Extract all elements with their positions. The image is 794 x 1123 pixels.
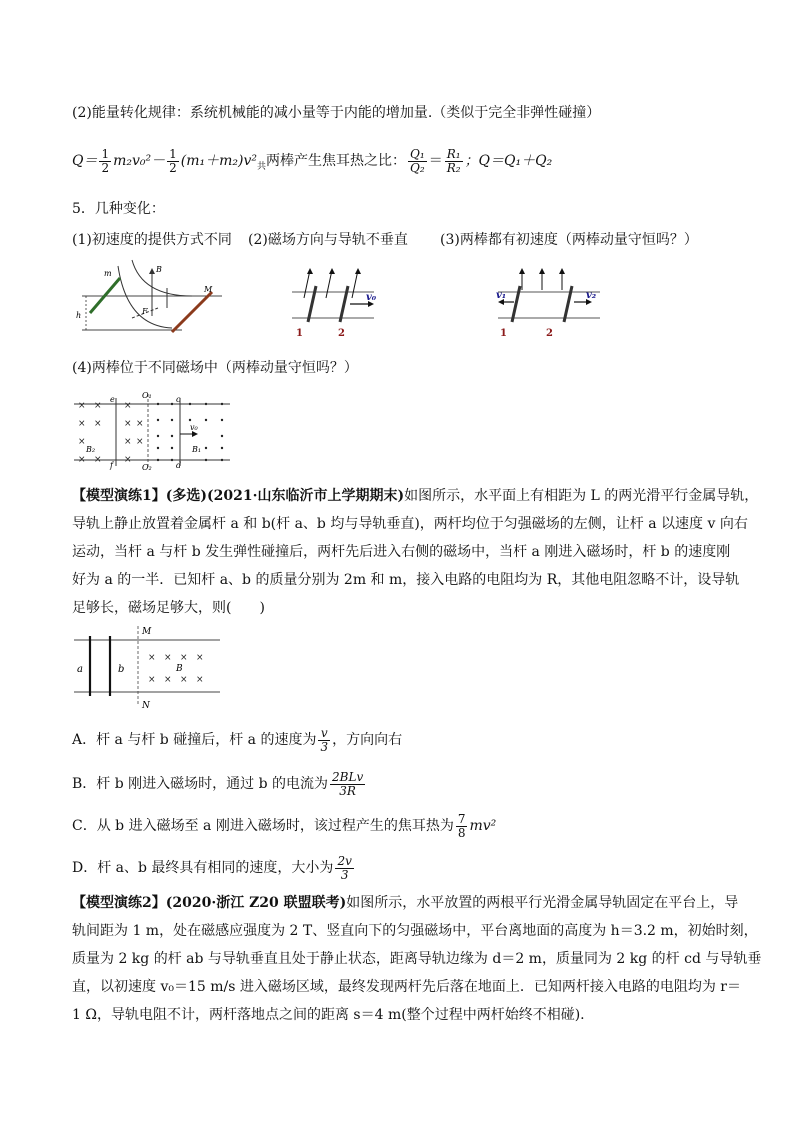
- variant-3: (3)两棒都有初速度（两棒动量守恒吗？）: [440, 232, 698, 248]
- fig5-N: N: [142, 701, 150, 711]
- fig3-v2: v₂: [586, 290, 597, 301]
- figure-exercise1: [72, 622, 222, 712]
- formula-sub-gong: 共: [257, 161, 267, 172]
- fig2-rod1: 1: [296, 328, 303, 339]
- fig2-v0: v₀: [366, 292, 377, 303]
- fig5-B: B: [176, 664, 183, 674]
- option-b-den: 3R: [339, 783, 356, 798]
- fig4-B1: B₁: [192, 445, 202, 454]
- svg-text:×: ×: [94, 401, 102, 411]
- fig1-h: h: [76, 311, 82, 320]
- fig4-f: f: [110, 461, 113, 470]
- fig4-O2: O₂: [142, 463, 152, 470]
- svg-text:×: ×: [124, 419, 132, 429]
- variants-heading: 5．几种变化：: [72, 201, 165, 217]
- option-d-num: 2v: [337, 853, 352, 868]
- option-d-den: 3: [340, 867, 349, 882]
- exercise1-line2: 导轨上静止放置着金属杆 a 和 b(杆 a、b 均与导轨垂直)，两杆均位于匀强磁场的左侧，让杆 a 以速度 v 向右: [72, 516, 748, 532]
- svg-text:×: ×: [148, 653, 156, 663]
- fig5-M: M: [142, 627, 152, 637]
- figure-curved-rail: [72, 258, 232, 338]
- fig3-rod2: 2: [546, 328, 553, 339]
- option-c: [72, 808, 496, 844]
- fig1-F: F: [142, 307, 148, 316]
- svg-text:×: ×: [78, 419, 86, 429]
- exercise2-tag: 【模型演练2】: [72, 895, 166, 911]
- formula-half-den-2: 2: [169, 160, 177, 175]
- variant-2: (2)磁场方向与导轨不垂直: [248, 232, 408, 248]
- option-b-num: 2BLv: [332, 769, 364, 784]
- fig3-v1: v₁: [496, 290, 507, 301]
- fig1-B: B: [156, 265, 162, 274]
- svg-text:×: ×: [136, 419, 144, 429]
- formula-half-num-2: 1: [169, 146, 177, 161]
- fig1-M: M: [204, 285, 213, 294]
- ratio-eq: ＝: [428, 153, 443, 169]
- formula-half-den: 2: [101, 160, 110, 175]
- variant-4: (4)两棒位于不同磁场中（两棒动量守恒吗？）: [72, 360, 358, 376]
- variant-1: (1)初速度的提供方式不同: [72, 232, 232, 248]
- fig4-O1: O₁: [142, 391, 152, 400]
- figure-two-velocities: [494, 262, 604, 342]
- svg-text:×: ×: [164, 675, 172, 685]
- ratio-r1: R₁: [446, 146, 461, 161]
- exercise1-line1: [72, 486, 758, 506]
- formula-half-frac: [99, 148, 111, 175]
- fig4-e: e: [110, 395, 115, 404]
- exercise2-text-1: 如图所示，水平放置的两根平行光滑金属导轨固定在平台上，导: [346, 895, 739, 911]
- ratio-q1: Q₁: [410, 146, 425, 161]
- fig4-v0: v₀: [190, 423, 198, 432]
- fig5-a: a: [77, 664, 83, 675]
- option-a-frac: [318, 727, 330, 754]
- fig4-c: c: [176, 395, 181, 404]
- exercise1-line5: 足够长，磁场足够大，则( ): [72, 600, 265, 616]
- svg-text:×: ×: [78, 437, 86, 447]
- fig3-rod1: 1: [500, 328, 507, 339]
- formula-half-frac-2: [167, 148, 179, 175]
- option-d-text: D．杆 a、b 最终具有相同的速度，大小为: [72, 860, 334, 876]
- ratio-r-frac: [445, 148, 463, 175]
- formula-m1m2: (m₁＋m₂)v²: [180, 153, 258, 169]
- ratio-q-frac: [408, 148, 427, 175]
- svg-text:×: ×: [94, 455, 102, 465]
- svg-text:×: ×: [196, 675, 204, 685]
- exercise1-line3: 运动，当杆 a 与杆 b 发生弹性碰撞后，两杆先后进入右侧的磁场中，当杆 a 刚进入磁场时，杆 b 的速度刚: [72, 544, 731, 560]
- option-c-frac: [456, 813, 468, 840]
- svg-text:×: ×: [124, 455, 132, 465]
- ratio-q2: Q₂: [410, 160, 425, 175]
- option-c-post: mv²: [469, 818, 497, 834]
- exercise1-tag: 【模型演练1】: [72, 488, 166, 504]
- option-c-num: 7: [457, 811, 466, 826]
- exercise2-line4: 直，以初速度 v₀＝15 m/s 进入磁场区域，最终发现两杆先后落在地面上．已知两杆接入电路的电阻均为 r＝: [72, 979, 742, 995]
- ratio-text: 两棒产生焦耳热之比：: [266, 153, 407, 169]
- formula-half-num: 1: [101, 146, 110, 161]
- svg-text:×: ×: [78, 401, 86, 411]
- svg-text:×: ×: [180, 675, 188, 685]
- exercise2-source: (2020·浙江 Z20 联盟联考): [165, 895, 347, 911]
- exercise1-line4: 好为 a 的一半．已知杆 a、b 的质量分别为 2m 和 m，接入电路的电阻均为 R，其他电阻忽略不计，设导轨: [72, 572, 740, 588]
- option-d: [72, 850, 356, 886]
- exercise2-line2: 轨间距为 1 m，处在磁感应强度为 2 T、竖直向下的匀强磁场中，平台离地面的高度为 h＝3.2 m，初始时刻，: [72, 923, 758, 939]
- energy-heading: (2)能量转化规律：系统机械能的减小量等于内能的增加量.（类似于完全非弹性碰撞）: [72, 105, 601, 121]
- figure-two-fields: [72, 390, 232, 470]
- fig5-b: b: [118, 664, 125, 675]
- energy-formula: [72, 146, 552, 176]
- formula-q-prefix: Q＝: [72, 153, 98, 169]
- fig2-rod2: 2: [338, 328, 345, 339]
- option-b: [72, 766, 367, 802]
- svg-text:×: ×: [196, 653, 204, 663]
- option-c-den: 8: [457, 825, 466, 840]
- svg-text:×: ×: [94, 419, 102, 429]
- fig4-d: d: [176, 461, 182, 470]
- option-a-den: 3: [320, 739, 329, 754]
- formula-m2v0: m₂v₀²－: [113, 153, 166, 169]
- option-d-frac: [335, 855, 353, 882]
- option-c-text: C．从 b 进入磁场至 a 刚进入磁场时，该过程产生的焦耳热为: [72, 818, 454, 834]
- option-a: [72, 722, 402, 758]
- exercise2-line5: 1 Ω，导轨电阻不计，两杆落地点之间的距离 s＝4 m(整个过程中两杆始终不相碰).: [72, 1007, 585, 1023]
- ratio-sum: ；Q＝Q₁＋Q₂: [464, 153, 553, 169]
- exercise2-line3: 质量为 2 kg 的杆 ab 与导轨垂直且处于静止状态，距离导轨边缘为 d＝2 m，质量同为 2 kg 的杆 cd 与导轨垂: [72, 951, 762, 967]
- svg-text:×: ×: [148, 675, 156, 685]
- fig4-B2: B₂: [86, 445, 96, 454]
- svg-text:×: ×: [78, 455, 86, 465]
- svg-text:×: ×: [124, 437, 132, 447]
- exercise1-source: (多选)(2021·山东临沂市上学期期末): [165, 488, 405, 504]
- ratio-r2: R₂: [446, 160, 461, 175]
- option-a-num: v: [318, 727, 330, 741]
- svg-text:×: ×: [180, 653, 188, 663]
- svg-text:×: ×: [124, 401, 132, 411]
- figure-tilted-field: [288, 262, 378, 342]
- fig1-m: m: [104, 269, 112, 278]
- exercise1-text-1: 如图所示，水平面上有相距为 L 的两光滑平行金属导轨，: [404, 488, 759, 504]
- option-b-frac: [330, 771, 365, 798]
- option-a-post: ，方向向右: [332, 732, 403, 748]
- svg-text:×: ×: [136, 437, 144, 447]
- exercise2-line1: [72, 893, 738, 913]
- svg-text:×: ×: [164, 653, 172, 663]
- option-b-text: B．杆 b 刚进入磁场时，通过 b 的电流为: [72, 776, 329, 792]
- option-a-text: A．杆 a 与杆 b 碰撞后，杆 a 的速度为: [72, 732, 317, 748]
